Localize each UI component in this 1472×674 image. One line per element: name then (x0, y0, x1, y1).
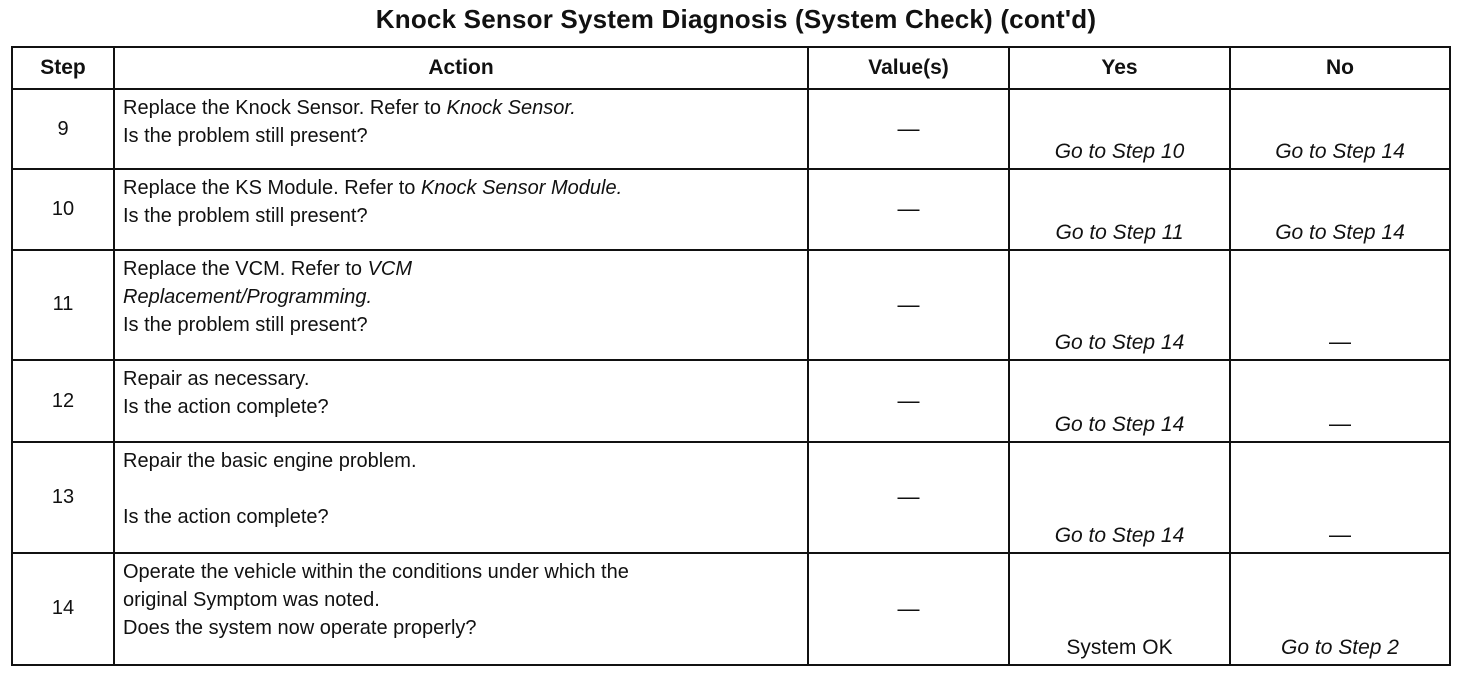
action-reference-cont: Replacement/Programming. (123, 285, 372, 308)
action-cell (114, 442, 808, 552)
action-instruction: Repair as necessary. (123, 367, 310, 390)
yes-result: System OK (1009, 553, 1230, 665)
blank-line (123, 475, 801, 503)
value-cell: — (808, 250, 1009, 360)
action-instruction (123, 174, 801, 202)
header-value: Value(s) (808, 47, 1009, 89)
action-instruction-cont: original Symptom was noted. (123, 588, 380, 611)
yes-result: Go to Step 10 (1009, 89, 1230, 169)
table-row (12, 442, 1450, 552)
step-number: 14 (12, 553, 114, 665)
action-cell (114, 360, 808, 442)
action-cell (114, 250, 808, 360)
table-header-row (12, 47, 1450, 89)
step-number: 12 (12, 360, 114, 442)
action-instruction (123, 94, 801, 122)
value-cell: — (808, 553, 1009, 665)
value-cell: — (808, 89, 1009, 169)
action-question: Is the problem still present? (123, 313, 368, 336)
header-action: Action (114, 47, 808, 89)
action-question: Is the action complete? (123, 395, 329, 418)
no-result: — (1230, 442, 1450, 552)
action-text: Replace the VCM. Refer to (123, 257, 368, 280)
action-reference: Knock Sensor Module. (420, 177, 623, 200)
table-row (12, 250, 1450, 360)
action-text: Replace the Knock Sensor. Refer to (123, 97, 447, 119)
no-result: — (1230, 360, 1450, 442)
diagnosis-table (11, 46, 1451, 666)
yes-result: Go to Step 14 (1009, 250, 1230, 360)
header-no: No (1230, 47, 1450, 89)
action-cell (114, 553, 808, 665)
no-result: Go to Step 14 (1230, 169, 1450, 249)
yes-result: Go to Step 14 (1009, 360, 1230, 442)
step-number: 13 (12, 442, 114, 552)
table-row (12, 89, 1450, 169)
action-cell (114, 169, 808, 249)
action-question: Is the problem still present? (123, 205, 368, 228)
action-text: Replace the KS Module. Refer to (123, 177, 421, 200)
action-instruction-cont (123, 283, 801, 311)
action-cell (114, 89, 808, 169)
yes-result: Go to Step 11 (1009, 169, 1230, 249)
header-step: Step (12, 47, 114, 89)
no-result: — (1230, 250, 1450, 360)
page-title: Knock Sensor System Diagnosis (System Check) (cont'd) (375, 4, 1097, 34)
action-instruction: Repair the basic engine problem. (123, 450, 417, 473)
step-number: 9 (12, 89, 114, 169)
header-yes: Yes (1009, 47, 1230, 89)
step-number: 11 (12, 250, 114, 360)
yes-result: Go to Step 14 (1009, 442, 1230, 552)
action-instruction (123, 255, 801, 283)
action-instruction: Operate the vehicle within the conditions under which the (123, 560, 629, 583)
value-cell: — (808, 169, 1009, 249)
value-cell: — (808, 360, 1009, 442)
action-question: Is the action complete? (123, 506, 329, 529)
table-row (12, 553, 1450, 665)
action-question: Is the problem still present? (123, 125, 368, 147)
no-result: Go to Step 14 (1230, 89, 1450, 169)
value-cell: — (808, 442, 1009, 552)
action-reference: Knock Sensor. (446, 97, 576, 119)
action-reference: VCM (367, 257, 413, 280)
step-number: 10 (12, 169, 114, 249)
table-row (12, 169, 1450, 249)
no-result: Go to Step 2 (1230, 553, 1450, 665)
action-question: Does the system now operate properly? (123, 616, 477, 639)
table-row (12, 360, 1450, 442)
